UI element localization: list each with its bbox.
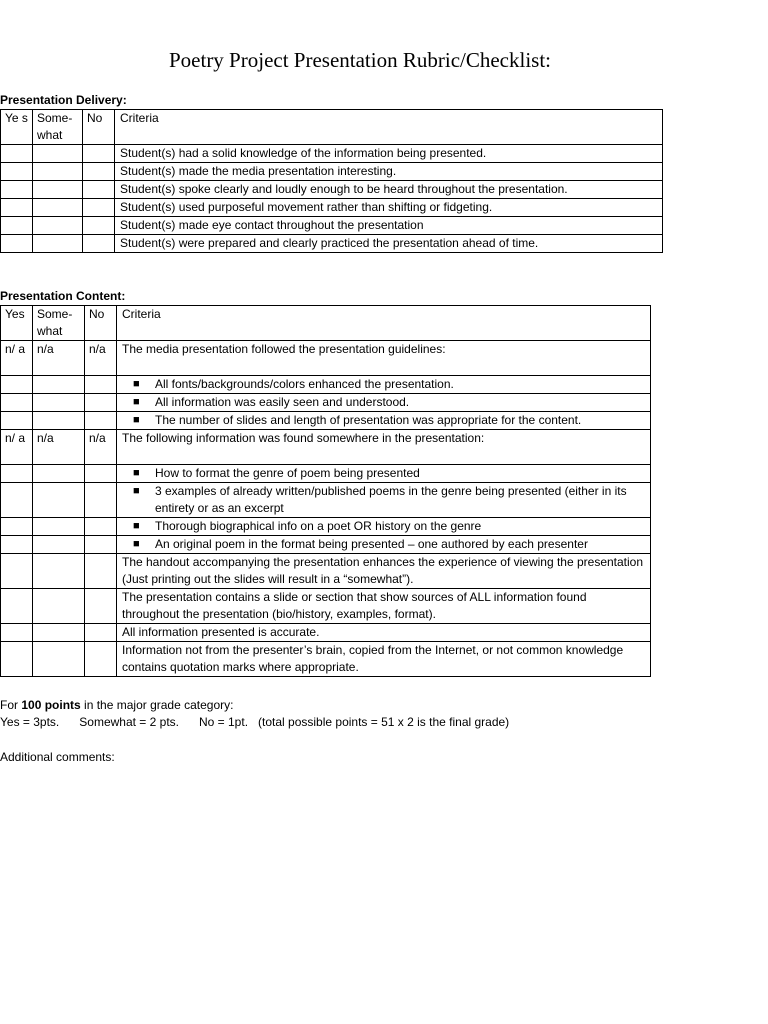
- table-row: [1, 394, 651, 412]
- somewhat-check-cell[interactable]: [33, 217, 83, 235]
- points-line: [0, 698, 233, 712]
- group-heading-cell: The media presentation followed the presentation guidelines:: [117, 341, 651, 376]
- somewhat-check-cell[interactable]: [33, 145, 83, 163]
- criteria-cell: Information not from the presenter’s brain, copied from the Internet, or not common knowledge contains quotation marks where appropriate.: [117, 642, 651, 677]
- somewhat-check-cell[interactable]: [33, 554, 85, 589]
- no-check-cell[interactable]: [83, 235, 115, 253]
- yes-check-cell[interactable]: [1, 145, 33, 163]
- yes-na-cell: n/ a: [1, 341, 33, 376]
- delivery-header-row: [1, 110, 663, 145]
- no-na-cell: n/a: [85, 341, 117, 376]
- yes-check-cell[interactable]: [1, 412, 33, 430]
- yes-check-cell[interactable]: [1, 217, 33, 235]
- no-check-cell[interactable]: [85, 518, 117, 536]
- somewhat-check-cell[interactable]: [33, 163, 83, 181]
- criteria-cell: The handout accompanying the presentation enhances the experience of viewing the presentation (Just printing out the slides will result in a “somewhat”).: [117, 554, 651, 589]
- somewhat-header: Some-what: [33, 110, 83, 145]
- bullet-criteria-cell: [117, 394, 651, 412]
- no-check-cell[interactable]: [83, 145, 115, 163]
- no-check-cell[interactable]: [83, 181, 115, 199]
- delivery-section-label: Presentation Delivery:: [0, 93, 127, 107]
- table-row: [1, 181, 663, 199]
- criteria-text: Thorough biographical info on a poet OR history on the genre: [155, 519, 482, 533]
- table-row: [1, 163, 663, 181]
- somewhat-check-cell[interactable]: [33, 412, 85, 430]
- delivery-table: [0, 109, 663, 253]
- table-row: [1, 199, 663, 217]
- no-check-cell[interactable]: [85, 376, 117, 394]
- no-header: No: [83, 110, 115, 145]
- somewhat-check-cell[interactable]: [33, 518, 85, 536]
- no-header: No: [85, 306, 117, 341]
- table-row: [1, 554, 651, 589]
- yes-check-cell[interactable]: [1, 376, 33, 394]
- somewhat-check-cell[interactable]: [33, 483, 85, 518]
- somewhat-na-cell: n/a: [33, 430, 85, 465]
- criteria-cell: Student(s) spoke clearly and loudly enough to be heard throughout the presentation.: [115, 181, 663, 199]
- table-row: [1, 235, 663, 253]
- group-heading-cell: The following information was found somewhere in the presentation:: [117, 430, 651, 465]
- yes-check-cell[interactable]: [1, 589, 33, 624]
- black-square-bullet-icon: ■: [133, 485, 140, 497]
- bullet-criteria-cell: [117, 518, 651, 536]
- table-row: [1, 518, 651, 536]
- criteria-cell: Student(s) made the media presentation interesting.: [115, 163, 663, 181]
- somewhat-check-cell[interactable]: [33, 624, 85, 642]
- black-square-bullet-icon: ■: [133, 414, 140, 426]
- no-check-cell[interactable]: [85, 624, 117, 642]
- yes-na-cell: n/ a: [1, 430, 33, 465]
- no-check-cell[interactable]: [85, 642, 117, 677]
- criteria-text: All information was easily seen and understood.: [155, 395, 410, 409]
- criteria-header: Criteria: [115, 110, 663, 145]
- yes-check-cell[interactable]: [1, 199, 33, 217]
- points-prefix: For: [0, 698, 22, 712]
- criteria-text: An original poem in the format being presented – one authored by each presenter: [155, 537, 588, 551]
- yes-check-cell[interactable]: [1, 536, 33, 554]
- no-check-cell[interactable]: [85, 412, 117, 430]
- somewhat-check-cell[interactable]: [33, 394, 85, 412]
- somewhat-check-cell[interactable]: [33, 376, 85, 394]
- table-row: [1, 589, 651, 624]
- black-square-bullet-icon: ■: [133, 467, 140, 479]
- criteria-text: 3 examples of already written/published poems in the genre being presented (either in its entirety or as an excerpt: [155, 484, 627, 515]
- criteria-text: The number of slides and length of presentation was appropriate for the content.: [155, 413, 582, 427]
- no-check-cell[interactable]: [83, 163, 115, 181]
- yes-check-cell[interactable]: [1, 554, 33, 589]
- somewhat-check-cell[interactable]: [33, 642, 85, 677]
- criteria-text: All fonts/backgrounds/colors enhanced the presentation.: [155, 377, 454, 391]
- yes-header: Ye s: [1, 110, 33, 145]
- no-check-cell[interactable]: [83, 217, 115, 235]
- table-row: [1, 341, 651, 376]
- points-suffix: in the major grade category:: [80, 698, 234, 712]
- yes-check-cell[interactable]: [1, 235, 33, 253]
- table-row: [1, 483, 651, 518]
- bullet-criteria-cell: [117, 536, 651, 554]
- table-row: [1, 217, 663, 235]
- no-na-cell: n/a: [85, 430, 117, 465]
- table-row: [1, 376, 651, 394]
- content-table: [0, 305, 651, 677]
- criteria-header: Criteria: [117, 306, 651, 341]
- content-header-row: [1, 306, 651, 341]
- no-check-cell[interactable]: [85, 394, 117, 412]
- no-check-cell[interactable]: [83, 199, 115, 217]
- black-square-bullet-icon: ■: [133, 378, 140, 390]
- criteria-cell: Student(s) made eye contact throughout the presentation: [115, 217, 663, 235]
- no-check-cell[interactable]: [85, 536, 117, 554]
- no-check-cell[interactable]: [85, 554, 117, 589]
- black-square-bullet-icon: ■: [133, 520, 140, 532]
- bullet-criteria-cell: [117, 376, 651, 394]
- criteria-cell: The presentation contains a slide or section that show sources of ALL information found throughout the presentation (bio/history, examples, format).: [117, 589, 651, 624]
- no-check-cell[interactable]: [85, 465, 117, 483]
- somewhat-check-cell[interactable]: [33, 536, 85, 554]
- grading-scale: Yes = 3pts. Somewhat = 2 pts. No = 1pt. (total possible points = 51 x 2 is the final grade): [0, 715, 510, 729]
- table-row: [1, 624, 651, 642]
- criteria-cell: Student(s) were prepared and clearly practiced the presentation ahead of time.: [115, 235, 663, 253]
- table-row: [1, 465, 651, 483]
- yes-check-cell[interactable]: [1, 394, 33, 412]
- bullet-criteria-cell: [117, 465, 651, 483]
- table-row: [1, 145, 663, 163]
- somewhat-check-cell[interactable]: [33, 589, 85, 624]
- table-row: [1, 430, 651, 465]
- black-square-bullet-icon: ■: [133, 538, 140, 550]
- no-check-cell[interactable]: [85, 483, 117, 518]
- somewhat-check-cell[interactable]: [33, 181, 83, 199]
- somewhat-header: Some-what: [33, 306, 85, 341]
- table-row: [1, 642, 651, 677]
- table-row: [1, 536, 651, 554]
- content-section-label: Presentation Content:: [0, 289, 126, 303]
- yes-check-cell[interactable]: [1, 624, 33, 642]
- somewhat-check-cell[interactable]: [33, 465, 85, 483]
- additional-comments-label: Additional comments:: [0, 750, 115, 764]
- criteria-cell: Student(s) had a solid knowledge of the information being presented.: [115, 145, 663, 163]
- yes-check-cell[interactable]: [1, 642, 33, 677]
- yes-check-cell[interactable]: [1, 163, 33, 181]
- somewhat-check-cell[interactable]: [33, 199, 83, 217]
- yes-check-cell[interactable]: [1, 465, 33, 483]
- table-row: [1, 412, 651, 430]
- criteria-cell: Student(s) used purposeful movement rather than shifting or fidgeting.: [115, 199, 663, 217]
- somewhat-na-cell: n/a: [33, 341, 85, 376]
- yes-check-cell[interactable]: [1, 483, 33, 518]
- points-bold: 100 points: [21, 698, 81, 712]
- no-check-cell[interactable]: [85, 589, 117, 624]
- yes-check-cell[interactable]: [1, 181, 33, 199]
- yes-header: Yes: [1, 306, 33, 341]
- bullet-criteria-cell: [117, 412, 651, 430]
- black-square-bullet-icon: ■: [133, 396, 140, 408]
- criteria-text: How to format the genre of poem being presented: [155, 466, 420, 480]
- somewhat-check-cell[interactable]: [33, 235, 83, 253]
- bullet-criteria-cell: [117, 483, 651, 518]
- yes-check-cell[interactable]: [1, 518, 33, 536]
- page-title: Poetry Project Presentation Rubric/Checklist:: [168, 48, 552, 72]
- criteria-cell: All information presented is accurate.: [117, 624, 651, 642]
